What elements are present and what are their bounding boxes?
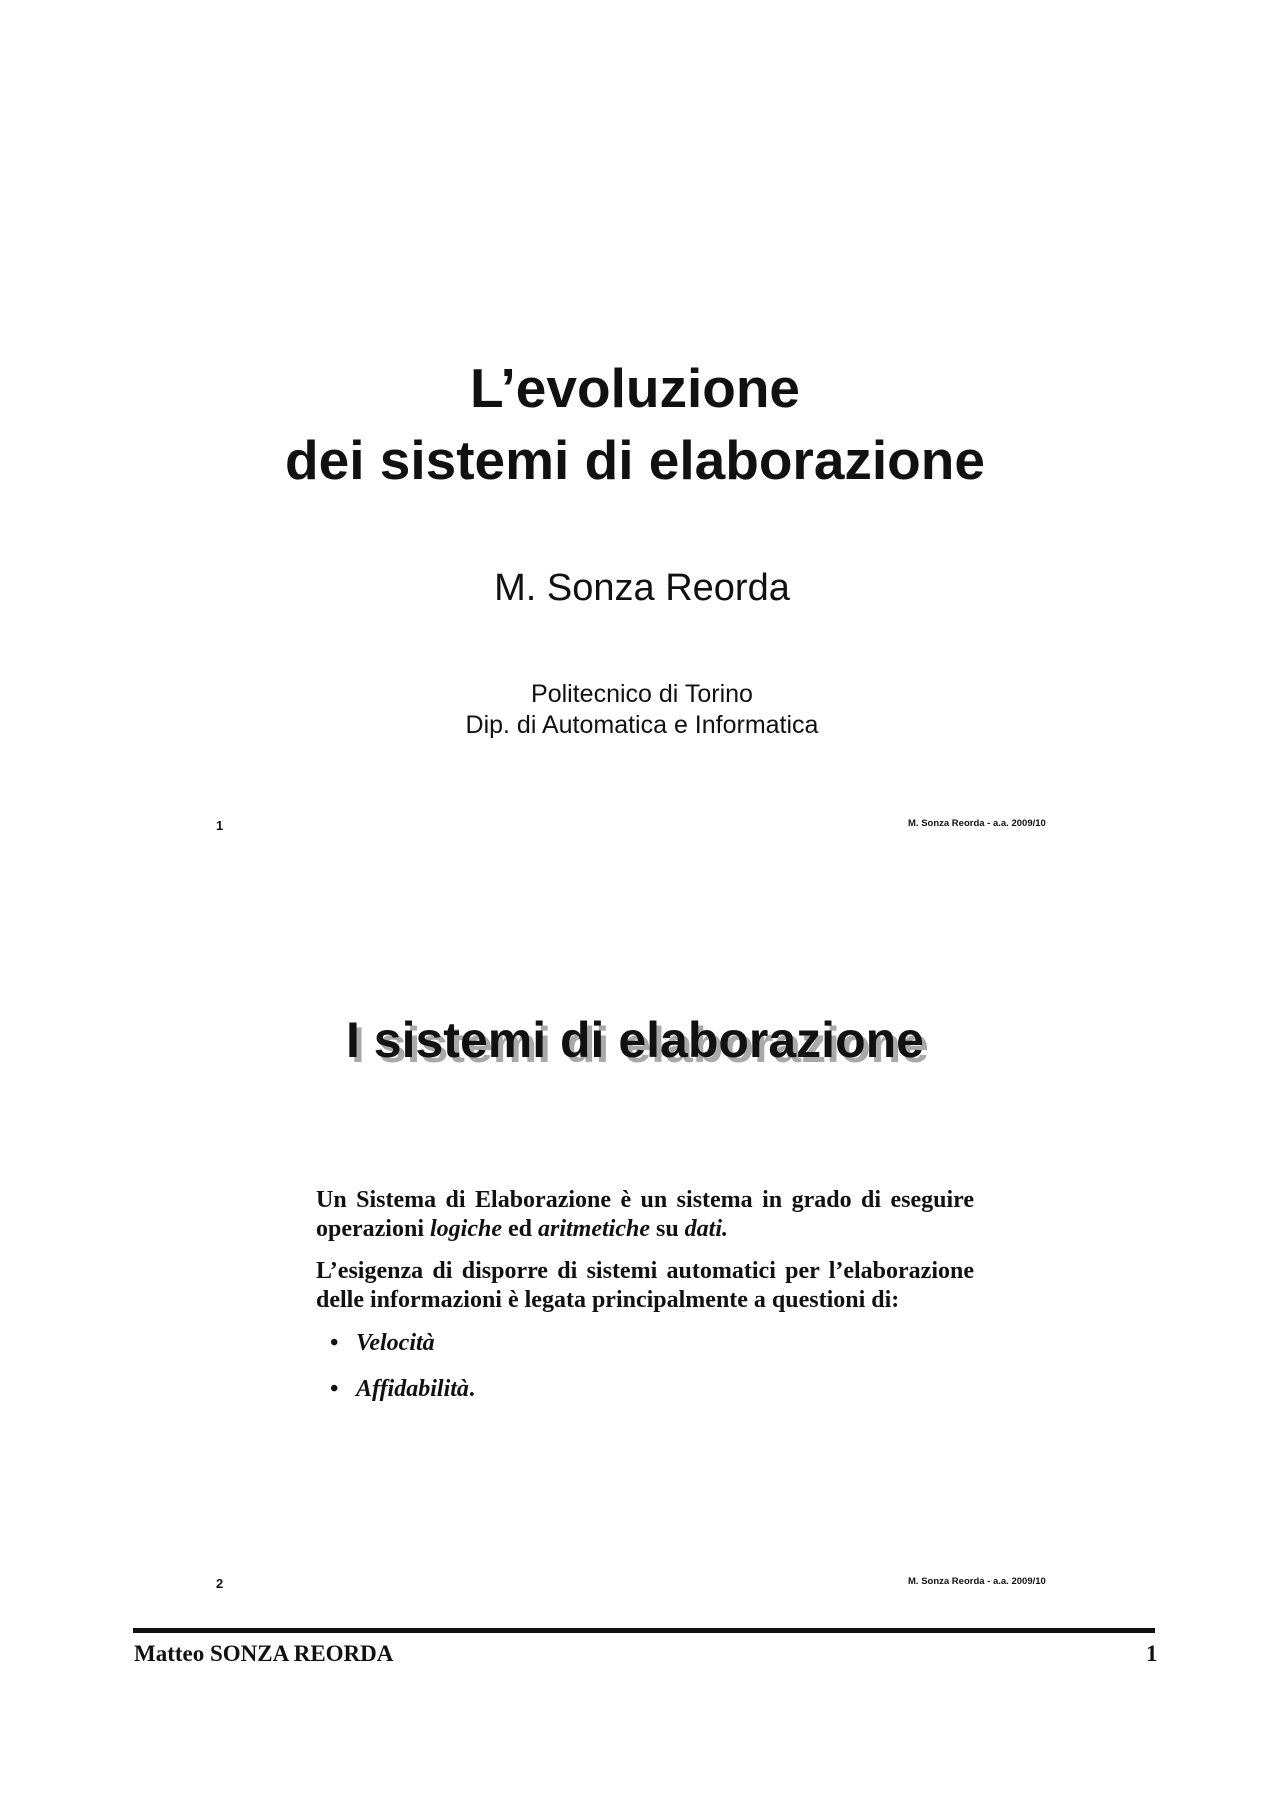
slide1-title-line2: dei sistemi di elaborazione	[285, 429, 985, 491]
bullet-text-velocita: Velocità	[356, 1330, 435, 1356]
slide1-affiliation-line2: Dip. di Automatica e Informatica	[465, 711, 819, 739]
para1-text: Un Sistema di Elaborazione è un sistema in grado di eseguire operazioni	[316, 1187, 974, 1242]
slide2-paragraph-2: L’esigenza di disporre di sistemi automatici per l’elaborazione delle informazioni è legata principalmente a questioni di:	[316, 1258, 974, 1313]
slide1-affiliation-line1: Politecnico di Torino	[531, 680, 753, 708]
list-item	[316, 1328, 974, 1359]
bullet-icon: •	[330, 1376, 339, 1402]
slide2-page-number: 2	[216, 1576, 224, 1591]
slide1-author: M. Sonza Reorda	[494, 567, 790, 609]
document-author: Matteo SONZA REORDA	[134, 1641, 394, 1666]
document-page-number: 1	[1146, 1641, 1158, 1666]
slide2-credit: M. Sonza Reorda - a.a. 2009/10	[908, 1576, 1046, 1587]
slide2-title: I sistemi di elaborazione	[346, 1012, 924, 1068]
slide1-title-line1: L’evoluzione	[469, 357, 801, 419]
slide1-title	[0, 352, 1270, 496]
list-item	[316, 1374, 974, 1405]
para1-su: su	[649, 1216, 685, 1242]
slide2-paragraph-1	[316, 1186, 974, 1244]
slide1-credit: M. Sonza Reorda - a.a. 2009/10	[908, 818, 1046, 829]
para1-aritmetiche: aritmetiche	[538, 1216, 650, 1242]
slide2-body	[316, 1186, 974, 1420]
slide1-affiliation	[0, 679, 1280, 741]
slide2-bullet-list	[316, 1328, 974, 1405]
bullet-text-suffix: .	[468, 1376, 475, 1402]
bullet-text-affidabilita: Affidabilità	[356, 1376, 469, 1402]
para1-logiche: logiche	[430, 1216, 502, 1242]
bullet-icon: •	[330, 1330, 339, 1356]
para1-ed: ed	[502, 1216, 538, 1242]
footer-divider	[133, 1628, 1155, 1633]
para1-dati: dati.	[684, 1216, 729, 1242]
slide1-page-number: 1	[216, 818, 224, 833]
